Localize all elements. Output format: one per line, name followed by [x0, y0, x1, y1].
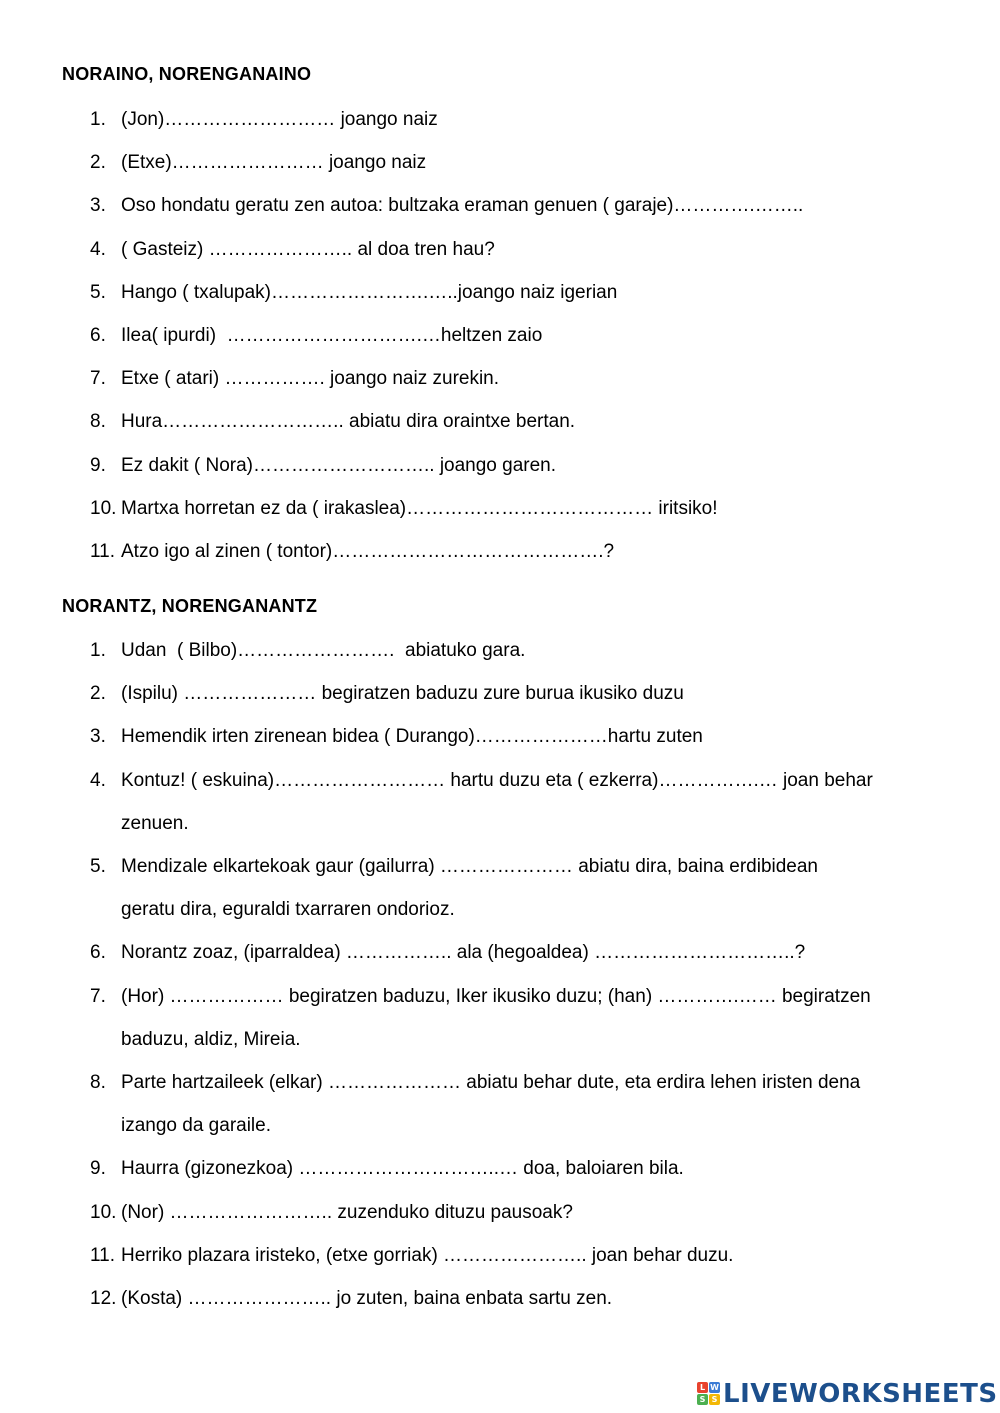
item-text: Norantz zoaz, (iparraldea) …………….. ala (hegoaldea) …………………………..?: [121, 942, 806, 964]
exercise-item: [90, 271, 940, 314]
item-number: 5.: [90, 856, 106, 877]
item-number: 11.: [90, 541, 116, 562]
item-text: Martxa horretan ez da ( irakaslea)………………………………… iritsiko!: [121, 497, 718, 519]
exercise-item: [90, 931, 940, 974]
item-number: 8.: [90, 1072, 106, 1093]
item-text: (Hor) ……………… begiratzen baduzu, Iker ikusiko duzu; (han) ………….…… begiratzen: [121, 985, 871, 1007]
item-number: 10.: [90, 497, 117, 519]
exercise-item: [90, 1234, 940, 1277]
item-number: 8.: [90, 411, 106, 433]
exercise-item: [90, 530, 940, 573]
item-text-continuation: zenuen.: [121, 812, 189, 834]
item-number: 1.: [90, 109, 106, 130]
item-text: (Ispilu) ………………… begiratzen baduzu zure burua ikusiko duzu: [121, 683, 684, 705]
item-number: 4.: [90, 238, 106, 260]
item-number: 5.: [90, 281, 106, 303]
logo-square-red: L: [697, 1382, 708, 1393]
item-number: 9.: [90, 454, 106, 476]
exercise-item: [90, 400, 940, 443]
item-text: Haurra (gizonezkoa) …………………………..… doa, baloiaren bila.: [121, 1158, 684, 1180]
item-text: Hura……………………….. abiatu dira oraintxe bertan.: [121, 411, 576, 433]
item-number: 6.: [90, 942, 106, 964]
item-number: 11.: [90, 1244, 116, 1266]
item-text: Udan ( Bilbo)……………………. abiatuko gara.: [121, 640, 526, 661]
item-text: Ilea( ipurdi) ………………………….…heltzen zaio: [121, 325, 543, 346]
item-number: 4.: [90, 769, 106, 791]
exercise-item: [90, 715, 940, 758]
exercise-item: [90, 487, 940, 530]
item-number: 7.: [90, 985, 106, 1007]
section-heading-norantz: NORANTZ, NORENGANANTZ: [62, 596, 318, 616]
item-text: (Etxe)…………………… joango naiz: [121, 152, 427, 174]
item-text: (Nor) …………………….. zuzenduko dituzu pausoak?: [121, 1201, 573, 1223]
item-text: Mendizale elkartekoak gaur (gailurra) ………………… abiatu dira, baina erdibidean: [121, 856, 818, 877]
exercise-item: [90, 228, 940, 271]
exercise-item: [90, 444, 940, 487]
exercise-item: [90, 184, 940, 227]
item-number: 6.: [90, 325, 106, 346]
exercise-item: [90, 629, 940, 672]
liveworksheets-watermark: [697, 1378, 998, 1410]
exercise-item: [90, 141, 940, 184]
item-text: ( Gasteiz) ………………….. al doa tren hau?: [121, 238, 495, 260]
item-number: 3.: [90, 195, 106, 217]
logo-square-yellow: S: [709, 1394, 720, 1405]
item-number: 10.: [90, 1201, 117, 1223]
item-number: 12.: [90, 1288, 117, 1309]
item-text: Atzo igo al zinen ( tontor)…………………………………….?: [121, 541, 615, 562]
item-text: Parte hartzaileek (elkar) ………………… abiatu behar dute, eta erdira lehen iristen dena: [121, 1072, 861, 1093]
item-number: 2.: [90, 683, 106, 705]
item-text: Hemendik irten zirenean bidea ( Durango)…………………hartu zuten: [121, 726, 703, 748]
exercise-item: [90, 98, 940, 141]
watermark-text: LIVEWORKSHEETS: [723, 1379, 998, 1409]
item-number: 9.: [90, 1158, 106, 1180]
exercise-item: [90, 1147, 940, 1190]
item-number: 7.: [90, 368, 106, 390]
item-text: Etxe ( atari) ……………. joango naiz zurekin.: [121, 368, 500, 390]
liveworksheets-logo-icon: [697, 1382, 721, 1406]
item-text: Hango ( txalupak)…………………….…..joango naiz igerian: [121, 281, 618, 303]
exercise-item: [90, 1277, 940, 1320]
item-text-continuation: izango da garaile.: [121, 1115, 271, 1137]
exercise-item: [90, 759, 940, 802]
item-text: Oso hondatu geratu zen autoa: bultzaka eraman genuen ( garaje)………….……..: [121, 195, 804, 217]
exercise-item: [90, 314, 940, 357]
exercise-item: [90, 845, 940, 888]
exercise-item: [90, 975, 940, 1018]
logo-square-green: S: [697, 1394, 708, 1405]
item-text: Kontuz! ( eskuina)……………………… hartu duzu eta ( ezkerra)…………….… joan behar: [121, 769, 873, 791]
section-heading-noraino: NORAINO, NORENGANAINO: [62, 64, 312, 84]
item-number: 1.: [90, 640, 106, 661]
exercise-item: [90, 357, 940, 400]
item-text: (Kosta) ………………….. jo zuten, baina enbata sartu zen.: [121, 1288, 613, 1309]
exercise-item: [90, 672, 940, 715]
exercise-item: [90, 1191, 940, 1234]
logo-square-blue: W: [710, 1383, 719, 1392]
item-text-continuation: geratu dira, eguraldi txarraren ondorioz.: [121, 899, 455, 921]
item-number: 2.: [90, 152, 106, 174]
item-number: 3.: [90, 726, 106, 748]
exercise-item: [90, 1061, 940, 1104]
item-text-continuation: baduzu, aldiz, Mireia.: [121, 1028, 301, 1050]
item-text: Ez dakit ( Nora)……………………….. joango garen.: [121, 454, 557, 476]
item-text: Herriko plazara iristeko, (etxe gorriak) ………………….. joan behar duzu.: [121, 1244, 734, 1266]
item-text: (Jon)……………………… joango naiz: [121, 109, 438, 130]
